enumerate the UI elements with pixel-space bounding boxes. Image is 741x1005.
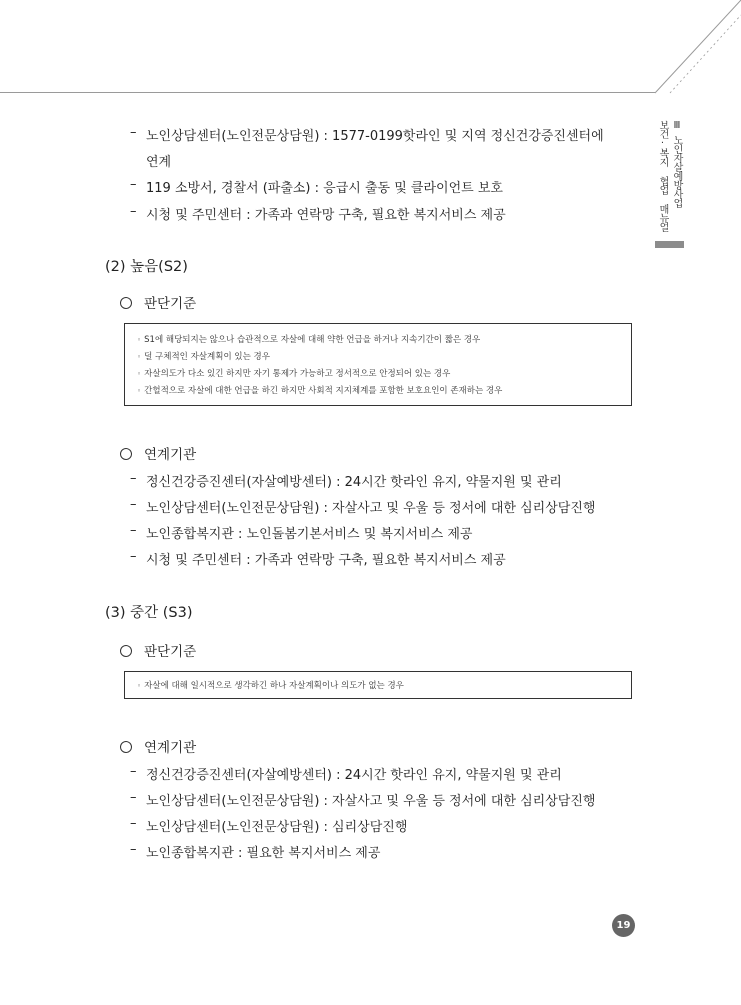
circle-bullet-icon (120, 448, 132, 460)
side-tab-chapter: Ⅲ (673, 120, 681, 131)
list-item: 정신건강증진센터(자살예방센터) : 24시간 핫라인 유지, 약물지원 및 관리 (146, 475, 562, 490)
section-heading-s3: (3) 중간 (S3) (105, 605, 193, 621)
circle-bullet-icon (120, 297, 132, 309)
list-dash: – (130, 842, 137, 857)
links-label: 연계기관 (144, 447, 197, 463)
page-number: 19 (612, 914, 635, 937)
list-item: 시청 및 주민센터 : 가족과 연락망 구축, 필요한 복지서비스 제공 (146, 208, 506, 223)
criteria-label: 판단기준 (144, 644, 197, 660)
list-dash: – (130, 816, 137, 831)
criteria-item: ◦ 자살에 대해 일시적으로 생각하긴 하나 자살계획이나 의도가 없는 경우 (137, 679, 404, 691)
list-dash: – (130, 764, 137, 779)
links-heading-s3 (120, 736, 196, 756)
criteria-item: ◦ 자살의도가 다소 있긴 하지만 자기 통제가 가능하고 정서적으로 안정되어 있는 경우 (137, 367, 450, 379)
criteria-item: ◦ 덜 구체적인 자살계획이 있는 경우 (137, 350, 270, 362)
list-item: 119 소방서, 경찰서 (파출소) : 응급시 출동 및 클라이언트 보호 (146, 181, 503, 196)
circle-bullet-icon (120, 645, 132, 657)
list-item: 노인종합복지관 : 필요한 복지서비스 제공 (146, 846, 381, 861)
criteria-label: 판단기준 (144, 296, 197, 312)
side-tab-bar (655, 241, 684, 248)
list-dash: – (130, 177, 137, 192)
list-item: 노인상담센터(노인전문상담원) : 자살사고 및 우울 등 정서에 대한 심리상담진행 (146, 501, 596, 516)
side-tab-subtitle: 보건·복지 협업 매뉴얼 (657, 120, 668, 231)
criteria-box-s3 (124, 671, 632, 699)
links-heading-s2 (120, 443, 196, 463)
list-dash: – (130, 204, 137, 219)
list-dash: – (130, 523, 137, 538)
list-dash: – (130, 549, 137, 564)
circle-bullet-icon (120, 741, 132, 753)
list-dash: – (130, 471, 137, 486)
list-dash: – (130, 790, 137, 805)
criteria-box-s2 (124, 323, 632, 406)
criteria-heading-s3 (120, 640, 196, 660)
list-item: 노인상담센터(노인전문상담원) : 자살사고 및 우울 등 정서에 대한 심리상담진행 (146, 794, 596, 809)
list-item: 정신건강증진센터(자살예방센터) : 24시간 핫라인 유지, 약물지원 및 관리 (146, 768, 562, 783)
section-heading-s2: (2) 높음(S2) (105, 259, 188, 275)
list-item-continuation: 연계 (146, 155, 172, 170)
list-item: 노인상담센터(노인전문상담원) : 1577-0199핫라인 및 지역 정신건강증진센터에 (146, 129, 604, 144)
criteria-item: ◦ S1에 해당되지는 않으나 습관적으로 자살에 대해 약한 언급을 하거나 지속기간이 짧은 경우 (137, 333, 480, 345)
list-dash: – (130, 497, 137, 512)
list-item: 시청 및 주민센터 : 가족과 연락망 구축, 필요한 복지서비스 제공 (146, 553, 506, 568)
links-label: 연계기관 (144, 740, 197, 756)
side-tab-subtitle-col (657, 120, 669, 231)
list-item: 노인종합복지관 : 노인돌봄기본서비스 및 복지서비스 제공 (146, 527, 473, 542)
header-rule (0, 92, 655, 93)
side-tab-title: 노인자살예방사업 (671, 135, 682, 207)
side-tab-chapter-col (671, 120, 683, 207)
header-corner-decoration (640, 0, 741, 95)
criteria-item: ◦ 간헐적으로 자살에 대한 언급을 하긴 하지만 사회적 지지체계를 포함한 보호요인이 존재하는 경우 (137, 384, 502, 396)
list-dash: – (130, 125, 137, 140)
criteria-heading-s2 (120, 292, 196, 312)
list-item: 노인상담센터(노인전문상담원) : 심리상담진행 (146, 820, 408, 835)
